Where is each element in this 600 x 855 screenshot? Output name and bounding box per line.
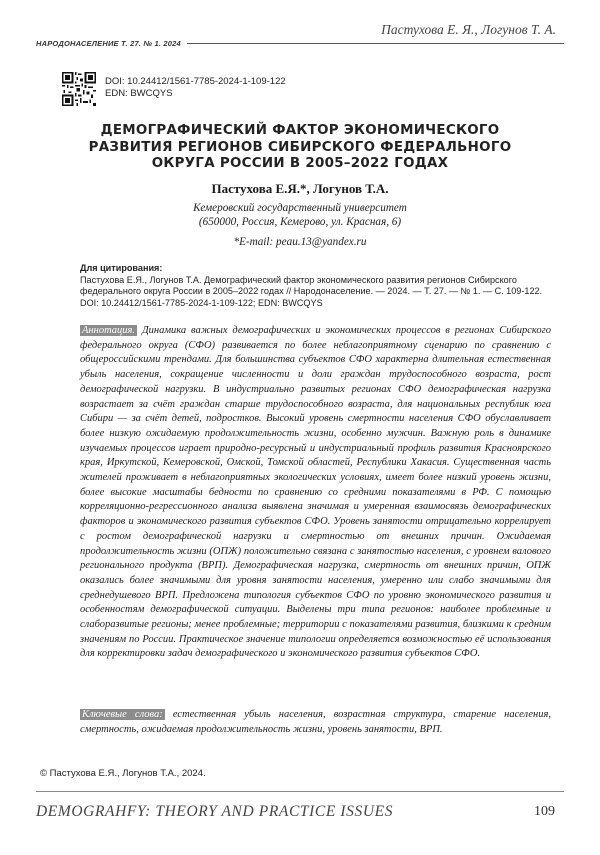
article-title: ДЕМОГРАФИЧЕСКИЙ ФАКТОР ЭКОНОМИЧЕСКОГО РАЗВИТИЯ РЕГИОНОВ СИБИРСКОГО ФЕДЕРАЛЬНОГО ОКРУГА РОССИИ В 2005–2022 ГОДАХ (60, 123, 540, 173)
article-authors: Пастухова Е.Я.*, Логунов Т.А. (0, 181, 600, 197)
doi-text[interactable]: DOI: 10.24412/1561-7785-2024-1-109-122 (105, 76, 286, 88)
author-affiliation (0, 201, 600, 229)
qr-code-icon (62, 72, 96, 106)
keywords-text: естественная убыль населения, возрастная структура, старение населения, смертность, ожидаемая продолжительность жизни, уровень занятости, ВРП. (80, 709, 551, 735)
citation-text: Пастухова Е.Я., Логунов Т.А. Демографический фактор экономического развития регионов Сибирского федерального округа России в 2005–2022 годах // Народонаселение. — 2024. — Т. 27. — № 1. — С. 109-122. DOI: 10.24412/1561-7785-2024-1-109-122; EDN: BWCQYS (80, 275, 542, 308)
journal-issue-label: НАРОДОНАСЕЛЕНИЕ Т. 27. № 1. 2024 (36, 38, 187, 50)
citation-block (80, 263, 550, 309)
copyright-notice: © Пастухова Е.Я., Логунов Т.А., 2024. (40, 768, 206, 779)
abstract-text: Динамика важных демографических и экономических процессов в регионах Сибирского федерального округа (СФО) развивается по более неблагоприятному сценарию по сравнению с общероссийскими трендами. Для большинства субъектов СФО характерна длительная естественная убыль населения, сокращение численности и доли граждан трудоспособного возраста, рост демографической нагрузки. В индустриально развитых регионах СФО демографическая нагрузка возрастает за счёт граждан старше трудоспособного возраста, для национальных республик юга Сибири — за счёт детей, подростков. Высокий уровень смертности населения СФО обуславливает более низкую ожидаемую продолжительность жизни, особенно мужчин. Важную роль в динамике изучаемых процессов играет природно-ресурсный и индустриальный профиль развития Красноярского края, Иркутской, Кемеровской, Омской, Томской областей, Республики Хакасия. Существенная часть жителей проживает в неблагоприятных экологических условиях, имеет более низкий уровень жизни, более высокие масштабы бедности по сравнению со средними показателями в РФ. С помощью корреляционно-регрессионного анализа выявлена значимая и умеренная взаимосвязь демографических факторов и экономического развития субъектов СФО. Уровень занятости отрицательно коррелирует с ростом демографической нагрузки и смертностью от внешних причин. Ожидаемая продолжительность жизни (ОПЖ) положительно связана с занятостью населения, с уровнем валового регионального продукта (ВРП). Демографическая нагрузка, смертность от внешних причин, ОПЖ оказались более значимыми для уровня занятости населения, умеренно или слабо значимыми для среднедушевого ВРП. Предложена типология субъектов СФО по уровню экономического развития и особенностям демографической ситуации. Выделены три типа регионов: наиболее проблемные и слаборазвитые регионы; менее проблемные; территории с показателями развития, близкими к средним значениям по России. Практическое значение типологии определяется возможностью её использования для корректировки задач демографического и экономического развития субъектов СФО. (80, 325, 551, 659)
citation-label: Для цитирования: (80, 263, 550, 275)
keywords-label: Ключевые слова: (80, 709, 165, 720)
footer-journal-name: DEMOGRAHFY: THEORY AND PRACTICE ISSUES (36, 803, 393, 821)
journal-header-line (36, 38, 564, 52)
doi-block (105, 76, 286, 100)
page-number: 109 (534, 804, 555, 820)
running-head-authors: Пастухова Е. Я., Логунов Т. А. (381, 22, 556, 38)
abstract-label: Аннотация. (80, 325, 137, 336)
abstract-paragraph (80, 324, 551, 662)
footer-rule (36, 791, 564, 792)
affiliation-address: (650000, Россия, Кемерово, ул. Красная, 6) (0, 215, 600, 229)
edn-text: EDN: BWCQYS (105, 88, 286, 100)
keywords-paragraph (80, 708, 551, 737)
affiliation-name: Кемеровский государственный университет (0, 201, 600, 215)
author-email[interactable]: *E-mail: peau.13@yandex.ru (0, 236, 600, 248)
